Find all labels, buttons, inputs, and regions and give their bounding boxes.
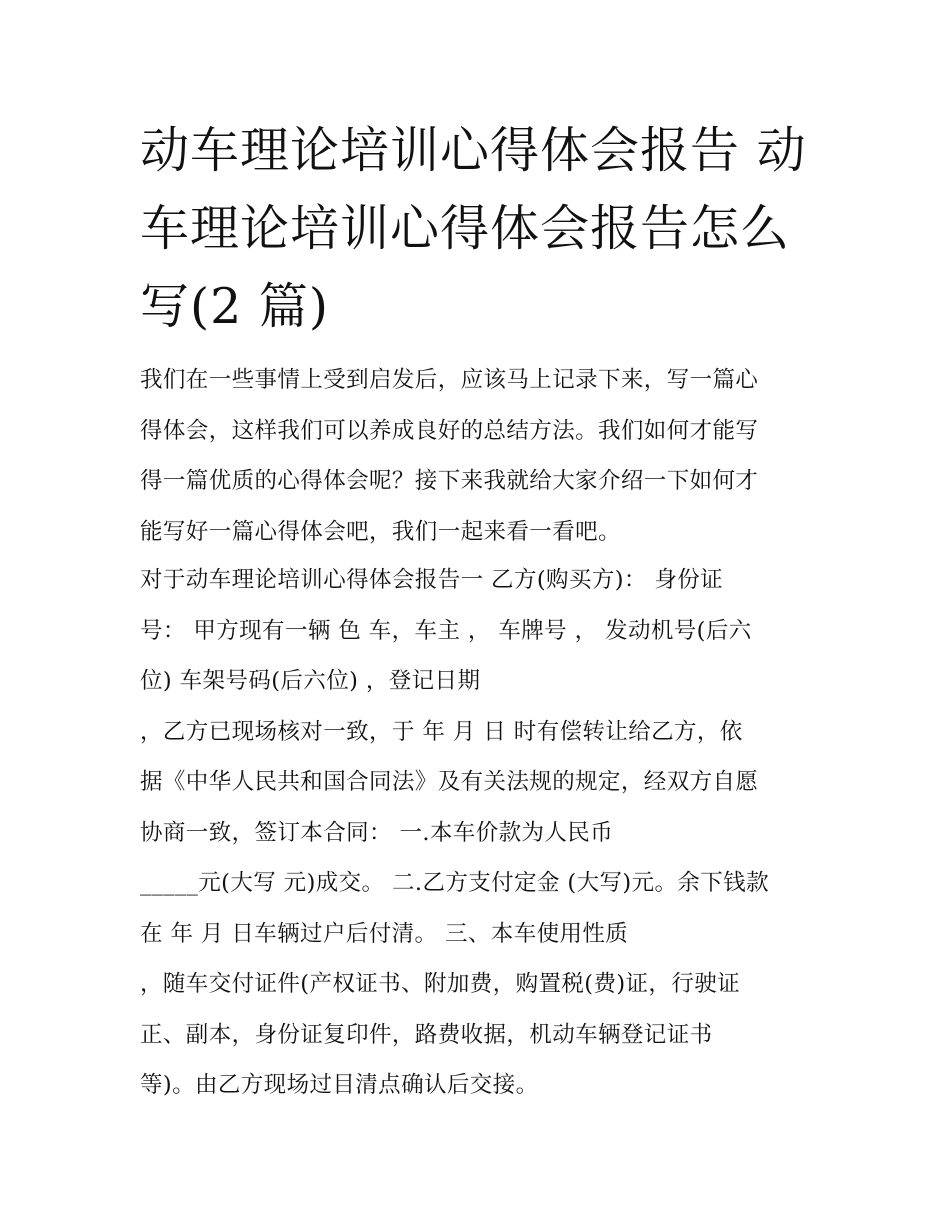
text-line: 号： 甲方现有一辆 色 车，车主 ， 车牌号 ， 发动机号(后六 bbox=[140, 617, 752, 644]
text-line: 得体会，这样我们可以养成良好的总结方法。我们如何才能写 bbox=[140, 417, 759, 444]
title-line: 车理论培训心得体会报告怎么 bbox=[140, 200, 791, 257]
intro-paragraph bbox=[140, 355, 820, 557]
text-line: 等)。由乙方现场过目清点确认后交接。 bbox=[140, 1072, 539, 1098]
text-line: 能写好一篇心得体会吧，我们一起来看一看吧。 bbox=[140, 518, 621, 545]
text-line: 位) 车架号码(后六位) ，登记日期 bbox=[140, 668, 481, 694]
text-line: 我们在一些事情上受到启发后，应该马上记录下来，写一篇心 bbox=[140, 367, 759, 393]
text-line: 在 年 月 日车辆过户后付清。 三、本车使用性质 bbox=[140, 920, 629, 947]
text-line: 对于动车理论培训心得体会报告一 乙方(购买方)： 身份证 bbox=[140, 567, 724, 593]
text-line: 协商一致，签订本合同： 一.本车价款为人民币 bbox=[140, 819, 614, 846]
text-line: 正、副本，身份证复印件，路费收据，机动车辆登记证书 bbox=[140, 1021, 713, 1048]
text-line: _____元(大写 元)成交。 二.乙方支付定金 (大写)元。余下钱款 bbox=[140, 870, 769, 896]
text-line: 据《中华人民共和国合同法》及有关法规的规定，经双方自愿 bbox=[140, 769, 759, 795]
text-line: ，乙方已现场核对一致，于 年 月 日 时有偿转让给乙方，依 bbox=[140, 718, 743, 745]
document-title bbox=[140, 112, 820, 346]
contract-paragraph bbox=[140, 555, 820, 1111]
title-line: 动车理论培训心得体会报告 动 bbox=[140, 122, 807, 179]
title-line: 写(2 篇) bbox=[140, 278, 329, 335]
text-line: 得一篇优质的心得体会呢？接下来我就给大家介绍一下如何才 bbox=[140, 468, 759, 494]
text-line: ，随车交付证件(产权证书、附加费，购置税(费)证，行驶证 bbox=[140, 971, 741, 997]
